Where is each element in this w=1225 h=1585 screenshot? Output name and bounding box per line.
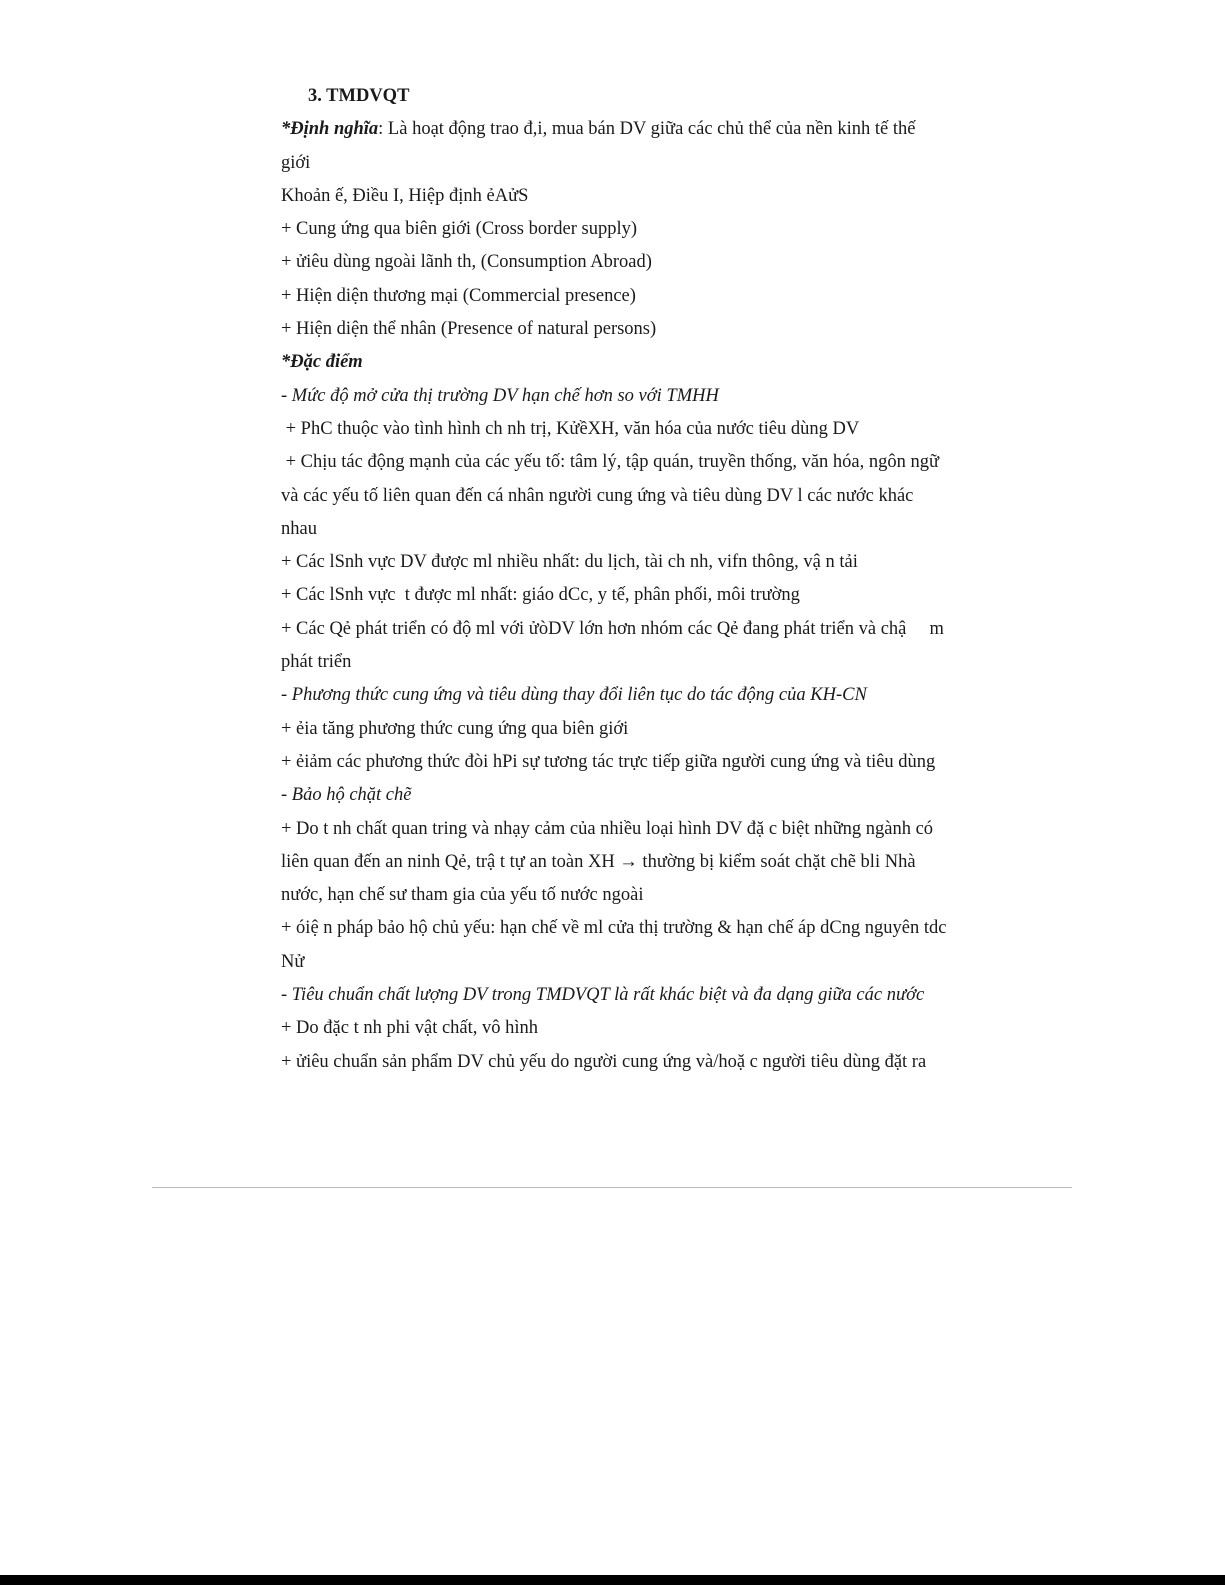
- text-line: Nử: [281, 951, 305, 972]
- text-line: liên quan đến an ninh Qẻ, trậ t tự an toàn XH → thường bị kiểm soát chặt chẽ bli Nhà: [281, 851, 916, 872]
- definition-continuation: giới: [281, 152, 311, 173]
- text-line: + Các Qẻ phát triển có độ ml với ửòDV lớn hơn nhóm các Qẻ đang phát triển và chậ m: [281, 618, 944, 639]
- text-line: + Do đặc t nh phi vật chất, vô hình: [281, 1018, 539, 1039]
- text-line: + Cung ứng qua biên giới (Cross border supply): [281, 219, 638, 240]
- bottom-edge-bar: [0, 1575, 1225, 1585]
- feature-title: - Tiêu chuẩn chất lượng DV trong TMDVQT là rất khác biệt và đa dạng giữa các nước: [281, 985, 925, 1006]
- feature-title: - Phương thức cung ứng và tiêu dùng thay đổi liên tục do tác động của KH-CN: [281, 685, 867, 706]
- text-line: + Chịu tác động mạnh của các yếu tố: tâm lý, tập quán, truyền thống, văn hóa, ngôn ngữ: [281, 452, 940, 473]
- text-line: + ửiêu dùng ngoài lãnh th, (Consumption Abroad): [281, 252, 652, 273]
- text-line: nước, hạn chế sư tham gia của yếu tố nước ngoài: [281, 885, 644, 906]
- text-line: phát triển: [281, 652, 352, 673]
- text-line: + Hiện diện thương mại (Commercial presence): [281, 285, 636, 306]
- text-line: + ửiêu chuẩn sản phẩm DV chủ yếu do người cung ứng và/hoặ c người tiêu dùng đặt ra: [281, 1051, 927, 1072]
- text-line: + Các lSnh vực t được ml nhất: giáo dCc, y tế, phân phối, môi trường: [281, 585, 800, 606]
- text-line: + óiệ n pháp bảo hộ chủ yếu: hạn chế về ml cửa thị trường & hạn chế áp dCng nguyên tdc: [281, 918, 947, 939]
- text-line: + ẻia tăng phương thức cung ứng qua biên giới: [281, 718, 629, 739]
- text-line: nhau: [281, 518, 317, 539]
- feature-title: - Bảo hộ chặt chẽ: [281, 785, 412, 806]
- page-content: [281, 80, 1001, 1079]
- text-line: + Hiện diện thể nhân (Presence of natural persons): [281, 319, 657, 340]
- features-label: *Đặc điểm: [281, 352, 363, 373]
- page-divider: [152, 1187, 1072, 1188]
- feature-title: - Mức độ mở cửa thị trường DV hạn chế hơn so với TMHH: [281, 385, 719, 406]
- text-line: + Do t nh chất quan tring và nhạy cảm của nhiều loại hình DV đặ c biệt những ngành có: [281, 818, 934, 839]
- section-heading: 3. TMDVQT: [308, 86, 410, 106]
- text-line: + Các lSnh vực DV được ml nhiều nhất: du lịch, tài ch nh, vifn thông, vậ n tải: [281, 552, 858, 573]
- text-line: và các yếu tố liên quan đến cá nhân người cung ứng và tiêu dùng DV l các nước khác: [281, 485, 914, 506]
- text-line: + ẻiảm các phương thức đòi hPi sự tương tác trực tiếp giữa người cung ứng và tiêu dùng: [281, 751, 936, 772]
- definition-label: *Định nghĩa: [281, 119, 379, 140]
- text-line: + PhC thuộc vào tình hình ch nh trị, KửềXH, văn hóa của nước tiêu dùng DV: [281, 418, 860, 439]
- text-line: Khoản ế, Điều I, Hiệp định ẻAửS: [281, 185, 529, 206]
- definition-text: : Là hoạt động trao đ,i, mua bán DV giữa các chủ thể của nền kinh tế thế: [378, 119, 916, 140]
- definition-line: [281, 113, 1001, 146]
